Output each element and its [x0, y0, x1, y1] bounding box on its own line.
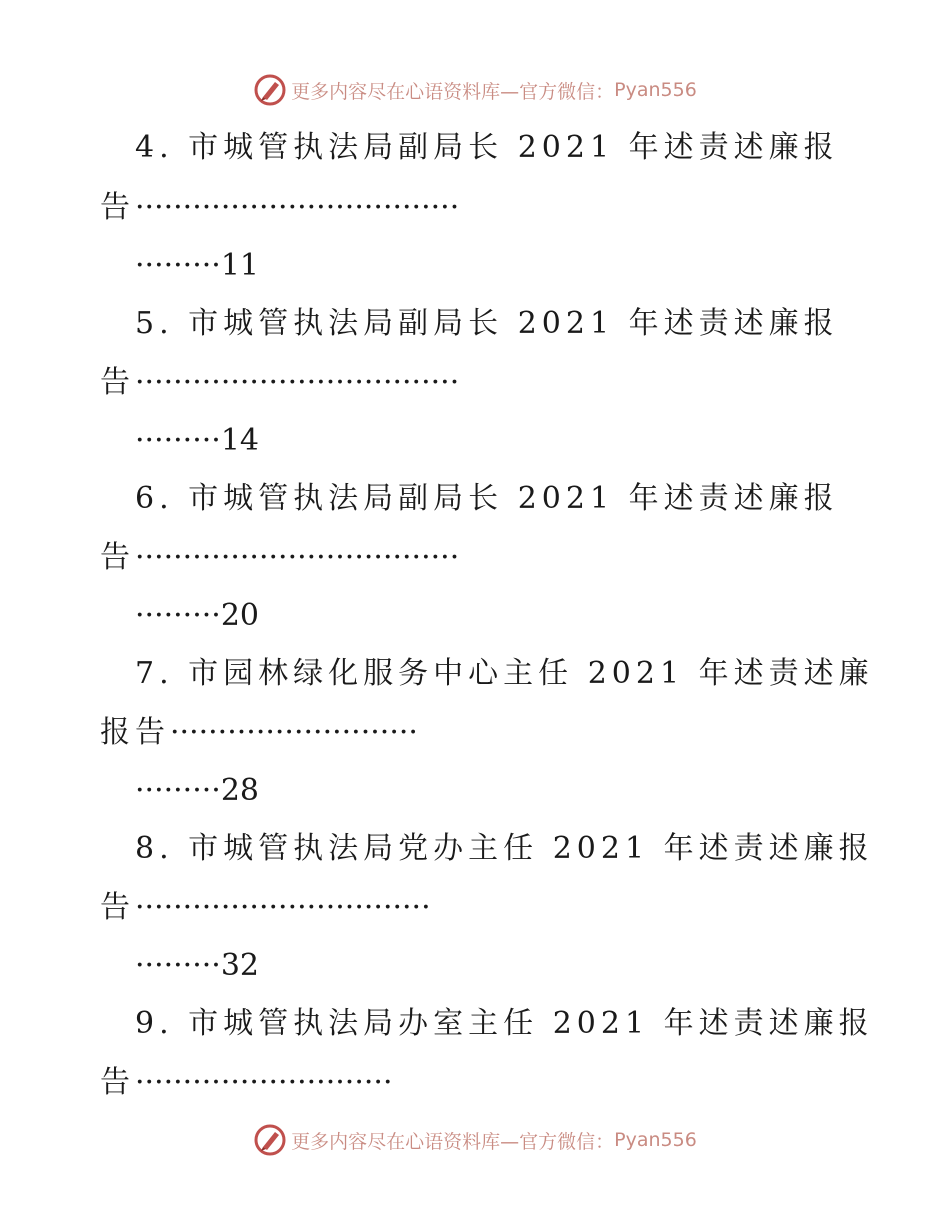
- toc-title: 市园林绿化服务中心主任 2021 年述责述廉: [188, 656, 874, 691]
- watermark-footer: [0, 1120, 950, 1160]
- toc-leader: ··································: [135, 190, 460, 225]
- toc-title: 市城管执法局党办主任 2021 年述责述廉报: [188, 831, 874, 866]
- toc-number: 9.: [135, 1006, 174, 1041]
- toc-entry-8-cont: [100, 888, 431, 928]
- toc-page-number: ·········28: [135, 773, 259, 808]
- toc-entry-8[interactable]: [135, 829, 874, 869]
- toc-title: 市城管执法局副局长 2021 年述责述廉报: [188, 130, 839, 165]
- toc-page-number: ·········14: [135, 423, 259, 458]
- toc-number: 5.: [135, 306, 174, 341]
- toc-page-6: [135, 596, 259, 636]
- toc-number: 6.: [135, 481, 174, 516]
- toc-leader: ·······························: [135, 890, 431, 925]
- toc-page-8: [135, 946, 259, 986]
- toc-title-cont: 告: [100, 540, 135, 575]
- toc-number: 7.: [135, 656, 174, 691]
- toc-entry-5-cont: [100, 363, 459, 403]
- toc-number: 8.: [135, 831, 174, 866]
- toc-entry-6[interactable]: [135, 479, 839, 519]
- toc-leader: ··························: [170, 715, 418, 750]
- watermark-wechat-id: Pyan556: [614, 1129, 697, 1151]
- toc-title-cont: 报告: [100, 715, 170, 750]
- toc-title-cont: 告: [100, 365, 135, 400]
- toc-title-cont: 告: [100, 1065, 135, 1100]
- watermark-text: 更多内容尽在心语资料库—官方微信：: [291, 80, 615, 103]
- toc-entry-9-cont: [100, 1063, 392, 1103]
- toc-entry-5[interactable]: [135, 304, 839, 344]
- toc-entry-4-cont: [100, 188, 459, 228]
- watermark-wechat-id: Pyan556: [614, 79, 697, 101]
- toc-title: 市城管执法局办室主任 2021 年述责述廉报: [188, 1006, 874, 1041]
- toc-entry-6-cont: [100, 538, 459, 578]
- toc-leader: ··································: [135, 540, 460, 575]
- toc-title: 市城管执法局副局长 2021 年述责述廉报: [188, 306, 839, 341]
- toc-page-5: [135, 421, 259, 461]
- toc-entry-7[interactable]: [135, 654, 874, 694]
- toc-page-number: ·········20: [135, 598, 259, 633]
- toc-page-4: [135, 246, 259, 286]
- toc-leader: ··································: [135, 365, 460, 400]
- watermark-text: 更多内容尽在心语资料库—官方微信：: [291, 1130, 615, 1153]
- pen-logo-icon: [253, 1123, 287, 1157]
- toc-entry-4[interactable]: [135, 128, 839, 168]
- toc-page-number: ·········32: [135, 948, 259, 983]
- toc-page-number: ·········11: [135, 248, 259, 283]
- toc-page-7: [135, 771, 259, 811]
- toc-leader: ···························: [135, 1065, 393, 1100]
- toc-title-cont: 告: [100, 890, 135, 925]
- toc-title: 市城管执法局副局长 2021 年述责述廉报: [188, 481, 839, 516]
- toc-number: 4.: [135, 130, 174, 165]
- toc-entry-9[interactable]: [135, 1004, 874, 1044]
- toc-entry-7-cont: [100, 713, 418, 753]
- toc-title-cont: 告: [100, 190, 135, 225]
